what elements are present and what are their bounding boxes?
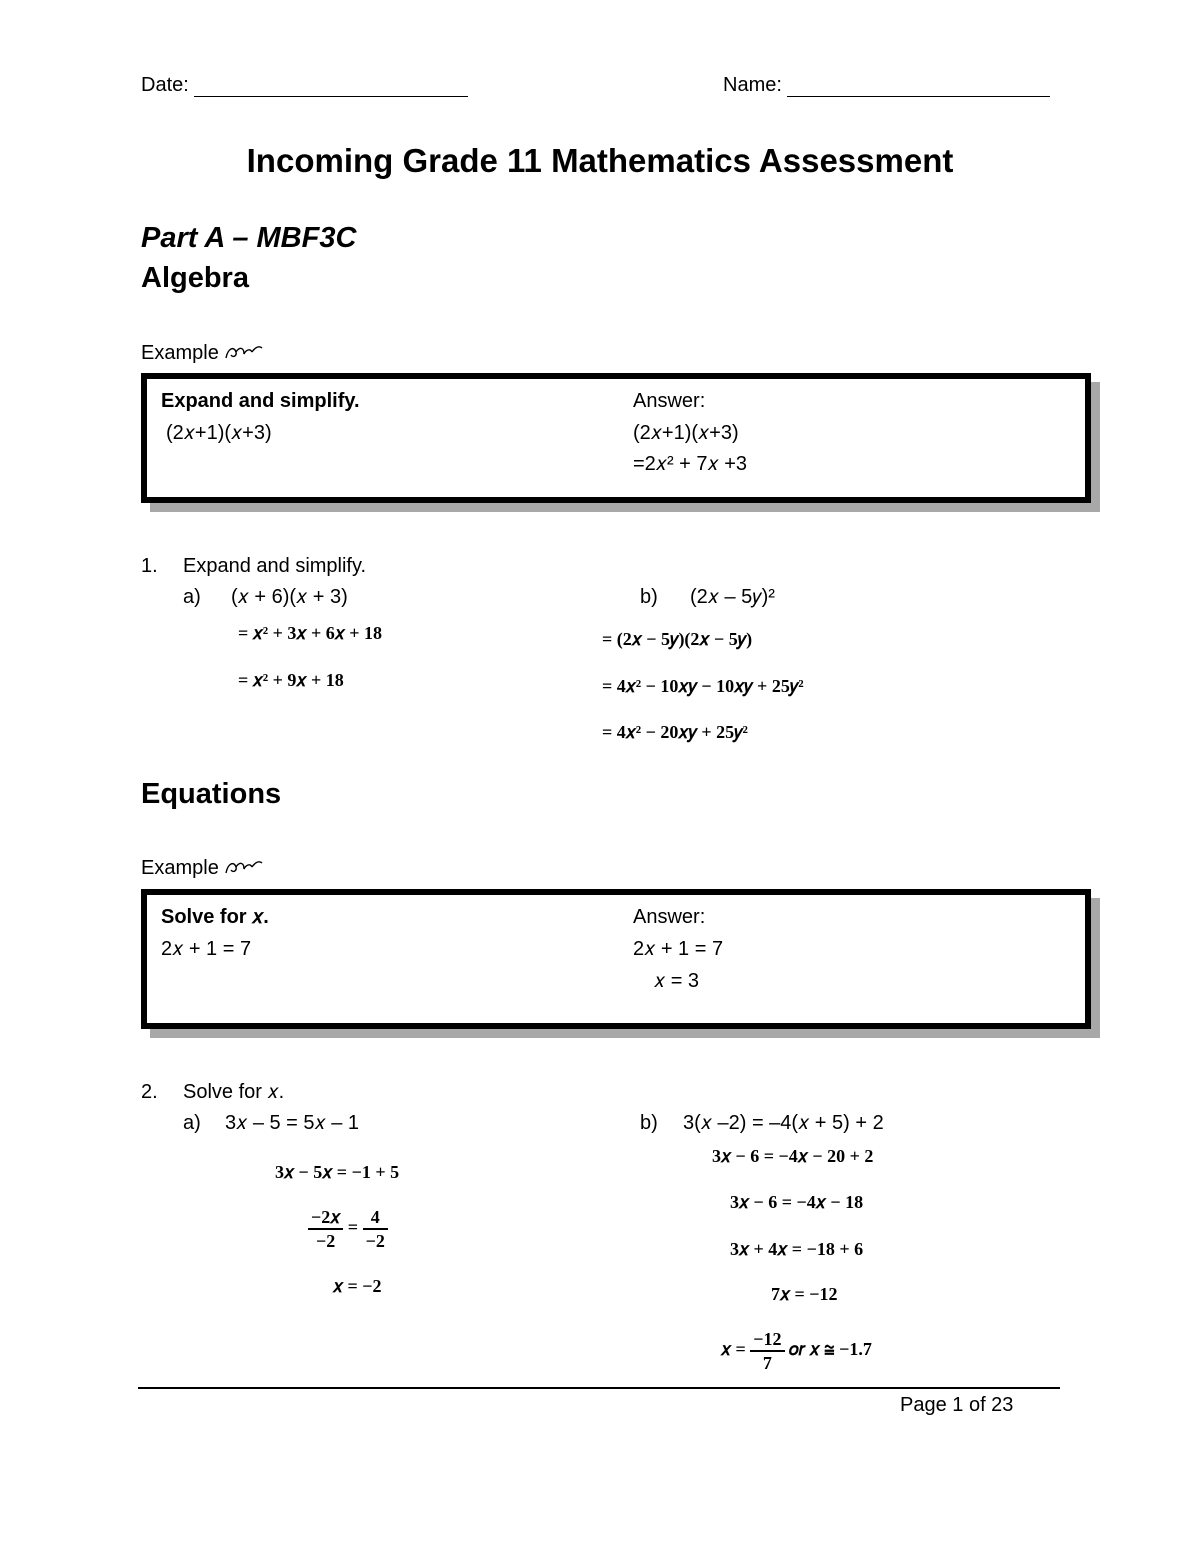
page-number: Page 1 of 23 bbox=[900, 1394, 1014, 1416]
final-rhs: 𝑜𝑟 𝑥 ≅ −1.7 bbox=[789, 1339, 872, 1360]
section-heading-equations: Equations bbox=[141, 778, 282, 810]
example2-answer-line: 𝑥 = 3 bbox=[654, 970, 700, 992]
example1-answer-label: Answer: bbox=[633, 390, 706, 412]
name-label: Name: bbox=[723, 74, 782, 96]
q1b-work-line: = 4𝑥² − 10𝑥𝑦 − 10𝑥𝑦 + 25𝑦² bbox=[602, 676, 804, 696]
fraction bbox=[308, 1206, 343, 1252]
q2a-fraction-line bbox=[308, 1206, 388, 1252]
part-heading: Part A – MBF3C bbox=[141, 222, 357, 254]
fraction bbox=[363, 1206, 388, 1252]
denominator: 7 bbox=[762, 1353, 772, 1373]
writing-hand-icon bbox=[224, 342, 264, 364]
page-title: Incoming Grade 11 Mathematics Assessment bbox=[246, 142, 954, 179]
q2b-work-line: 7𝑥 = −12 bbox=[771, 1284, 838, 1304]
final-lhs: 𝑥 = bbox=[721, 1339, 746, 1360]
date-blank-line[interactable] bbox=[194, 78, 468, 97]
q2b-work-line: 3𝑥 − 6 = −4𝑥 − 18 bbox=[730, 1192, 864, 1212]
example1-answer-line: (2𝑥+1)(𝑥+3) bbox=[633, 422, 739, 444]
denominator: −2 bbox=[316, 1231, 336, 1251]
denominator: −2 bbox=[365, 1231, 385, 1251]
example2-problem: 2𝑥 + 1 = 7 bbox=[161, 938, 252, 960]
q1a-problem: (𝑥 + 6)(𝑥 + 3) bbox=[231, 586, 348, 608]
q2a-problem: 3𝑥 – 5 = 5𝑥 – 1 bbox=[225, 1112, 360, 1134]
q2b-final-line bbox=[721, 1328, 872, 1374]
example2-answer-line: 2𝑥 + 1 = 7 bbox=[633, 938, 724, 960]
numerator: −2𝑥 bbox=[308, 1206, 343, 1230]
q1-prompt: Expand and simplify. bbox=[183, 555, 367, 577]
numerator: −12 bbox=[750, 1328, 784, 1352]
example2-heading: Solve for 𝑥. bbox=[161, 906, 269, 928]
footer-divider bbox=[138, 1387, 1060, 1389]
q2a-work-line: 𝑥 = −2 bbox=[333, 1276, 382, 1296]
example-label: Example bbox=[141, 342, 264, 365]
name-field bbox=[723, 74, 1050, 97]
q1b-label: b) bbox=[640, 586, 658, 608]
q2a-label: a) bbox=[183, 1112, 201, 1134]
q1a-label: a) bbox=[183, 586, 201, 608]
q2b-label: b) bbox=[640, 1112, 658, 1134]
q2-number: 2. bbox=[141, 1081, 158, 1103]
q1b-work-line: = 4𝑥² − 20𝑥𝑦 + 25𝑦² bbox=[602, 722, 748, 742]
date-label: Date: bbox=[141, 74, 189, 96]
fraction bbox=[750, 1328, 784, 1374]
section-heading-algebra: Algebra bbox=[141, 262, 249, 294]
example-label: Example bbox=[141, 857, 264, 880]
q1b-problem: (2𝑥 – 5𝑦)² bbox=[690, 586, 775, 608]
q2-prompt: Solve for 𝑥. bbox=[183, 1081, 285, 1103]
q2a-work-line: 3𝑥 − 5𝑥 = −1 + 5 bbox=[275, 1162, 400, 1182]
q2b-work-line: 3𝑥 − 6 = −4𝑥 − 20 + 2 bbox=[712, 1146, 874, 1166]
equals-sign: = bbox=[347, 1217, 359, 1238]
example1-problem: (2𝑥+1)(𝑥+3) bbox=[166, 422, 272, 444]
q1a-work-line: = 𝑥² + 3𝑥 + 6𝑥 + 18 bbox=[238, 623, 383, 643]
example1-answer-line: =2𝑥² + 7𝑥 +3 bbox=[633, 453, 748, 475]
q2b-problem: 3(𝑥 –2) = –4(𝑥 + 5) + 2 bbox=[683, 1112, 884, 1134]
example-box-solve bbox=[141, 889, 1091, 1029]
q2b-work-line: 3𝑥 + 4𝑥 = −18 + 6 bbox=[730, 1239, 864, 1259]
example2-answer-label: Answer: bbox=[633, 906, 706, 928]
writing-hand-icon bbox=[224, 857, 264, 879]
name-blank-line[interactable] bbox=[787, 78, 1050, 97]
example1-heading: Expand and simplify. bbox=[161, 390, 360, 412]
q1b-work-line: = (2𝑥 − 5𝑦)(2𝑥 − 5𝑦) bbox=[602, 629, 753, 649]
q1a-work-line: = 𝑥² + 9𝑥 + 18 bbox=[238, 670, 344, 690]
q1-number: 1. bbox=[141, 555, 158, 577]
numerator: 4 bbox=[363, 1206, 388, 1230]
date-field bbox=[141, 74, 468, 97]
